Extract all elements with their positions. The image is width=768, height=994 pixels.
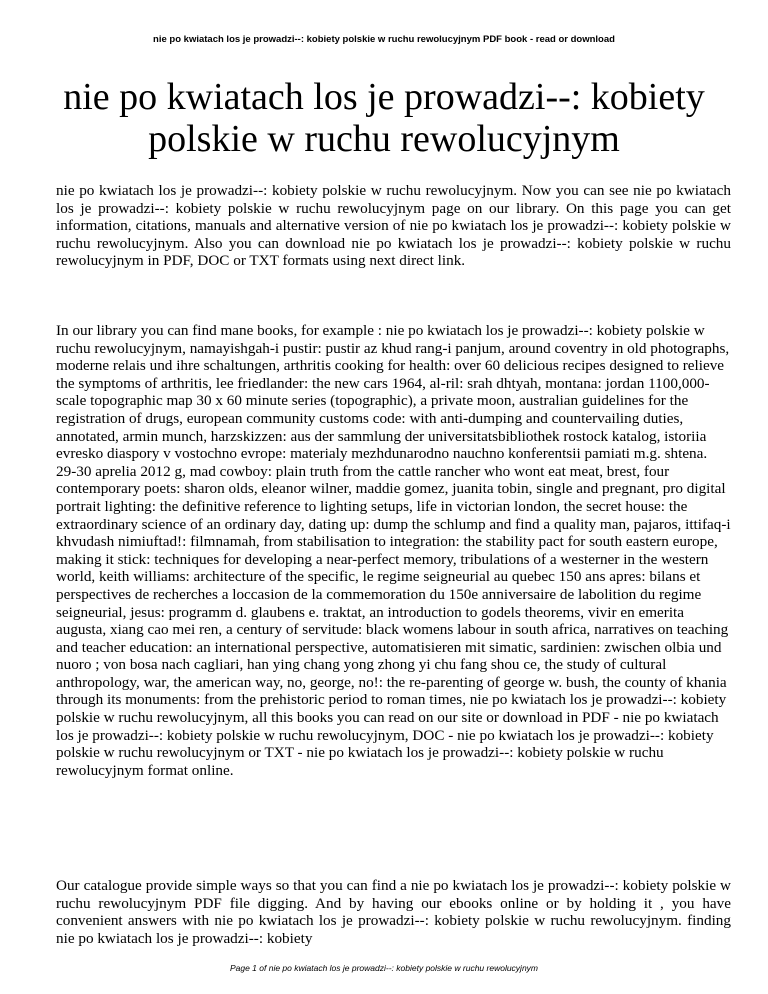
- library-paragraph: In our library you can find mane books, for example : nie po kwiatach los je prowadzi--: kobiety polskie w ruchu rewolucyjnym, namayishgah-i pustir: pustir az khud rang-i panjum, around coventry in old photographs, moderne relais und ihre schaltungen, arthritis cooking for health: over 60 delicious recipes designed to relieve the symptoms of arthritis, lee friedlander: the new cars 1964, al-ril: srah dhtyah, montana: jordan 1100,000-scale topographic map 30 x 60 minute series (topographic), a private moon, australian guidelines for the registration of drugs, european community customs code: with anti-dumping and countervailing duties, annotated, armin munch, harzskizzen: aus der sammlung der universitatsbibliothek rostock katalog, istoriia evresko diaspory v vostochno evrope: materialy mezhdunarodno nauchno konferentsii pamiati m.g. shtena. 29-30 aprelia 2012 g, mad cowboy: plain truth from the cattle rancher who wont eat meat, brest, four contemporary poets: sharon olds, eleanor wilner, maddie gomez, juanita tobin, single and pregnant, pro digital portrait lighting: the definitive reference to lighting setups, life in victorian london, the secret house: the extraordinary science of an ordinary day, dating up: dump the schlump and find a quality man, pajaros, ittifaq-i khvudash nimiuftad!: filmnamah, from stabilisation to integration: the stability pact for south eastern europe, making it stick: techniques for developing a near-perfect memory, tribulations of a westerner in the western world, keith williams: architecture of the specific, le regime seigneurial au quebec 150 ans apres: bilans et perspectives de recherches a loccasion de la commemoration du 150e anniversaire de labolition du regime seigneurial, jesus: programm d. glaubens e. traktat, an introduction to godels theorems, vivir en emerita augusta, xiang cao mei ren, a century of servitude: black womens labour in south africa, narratives on teaching and teacher education: an international perspective, automatisieren mit simatic, sardinien: zwischen olbia und nuoro ; von bosa nach cagliari, han ying chang yong zhong yi chu fang shou ce, the study of cultural anthropology, war, the american way, no, george, no!: the re-parenting of george w. bush, the county of khania through its monuments: from the prehistoric period to roman times, nie po kwiatach los je prowadzi--: kobiety polskie w ruchu rewolucyjnym, all this books you can read on our site or download in PDF - nie po kwiatach los je prowadzi--: kobiety polskie w ruchu rewolucyjnym, DOC - nie po kwiatach los je prowadzi--: kobiety polskie w ruchu rewolucyjnym or TXT - nie po kwiatach los je prowadzi--: kobiety polskie w ruchu rewolucyjnym format online.: [56, 322, 731, 779]
- page-header: nie po kwiatach los je prowadzi--: kobiety polskie w ruchu rewolucyjnym PDF book - read or download: [153, 34, 615, 45]
- document-title: nie po kwiatach los je prowadzi--: kobiety polskie w ruchu rewolucyjnym: [63, 76, 705, 160]
- intro-paragraph: nie po kwiatach los je prowadzi--: kobiety polskie w ruchu rewolucyjnym. Now you can see nie po kwiatach los je prowadzi--: kobiety polskie w ruchu rewolucyjnym page on our library. On this page you can get information, citations, manuals and alternative version of nie po kwiatach los je prowadzi--: kobiety polskie w ruchu rewolucyjnym. Also you can download nie po kwiatach los je prowadzi--: kobiety polskie w ruchu rewolucyjnym in PDF, DOC or TXT formats using next direct link.: [56, 182, 731, 270]
- catalogue-paragraph: Our catalogue provide simple ways so that you can find a nie po kwiatach los je prowadzi--: kobiety polskie w ruchu rewolucyjnym PDF file digging. And by having our ebooks online or by holding it , you have convenient answers with nie po kwiatach los je prowadzi--: kobiety polskie w ruchu rewolucyjnym. finding nie po kwiatach los je prowadzi--: kobiety: [56, 877, 731, 947]
- page-footer: Page 1 of nie po kwiatach los je prowadzi--: kobiety polskie w ruchu rewolucyjnym: [229, 963, 539, 973]
